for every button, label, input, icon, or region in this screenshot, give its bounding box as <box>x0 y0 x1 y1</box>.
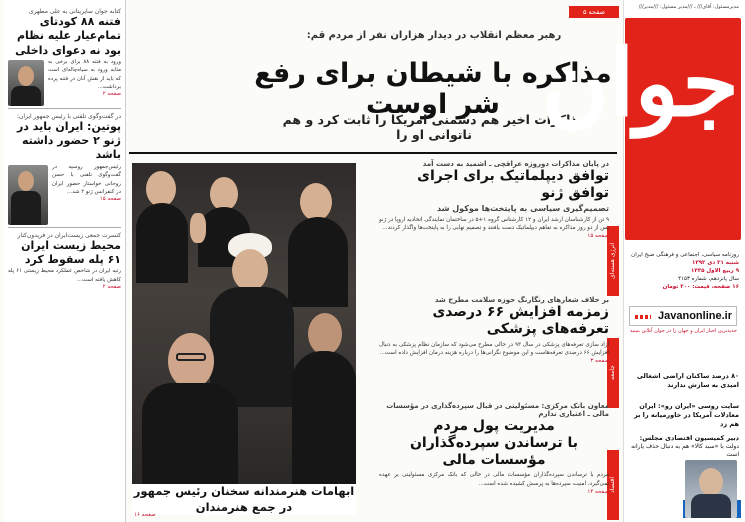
left-story-1-page-ref[interactable]: صفحه ۲ <box>102 91 121 98</box>
left-story-2-portrait <box>8 165 48 225</box>
article-3-page-ref[interactable]: صفحه ۱۴ <box>587 488 609 495</box>
article-2-body: آزاد سازی تعرفه‌های پزشکی در سال ۹۳ در حالی مطرح می‌شود که سازمان نظام پزشکی به دنبال افزایش ۶۶ درصدی تعرفه‌هاست و این موضوع نگرانی‌ها را درباره هزینه درمان افزایش داده است... <box>379 341 610 357</box>
article-1 <box>379 160 609 239</box>
article-2-section-tag: جامعه <box>607 338 619 408</box>
left-story-2-page-ref[interactable]: صفحه ۱۵ <box>99 196 121 203</box>
left-story-2-headline[interactable]: پوتین: ایران باید در ژنو ۲ حضور داشته باشد <box>16 119 121 162</box>
headline-divider <box>129 152 617 154</box>
website-tagline: جدیدترین اخبار ایران و جهان را در جوان آنلاین ببینید <box>629 328 737 334</box>
left-story-1-headline[interactable]: فتنه ۸۸ کودتای تمام‌عیار علیه نظام بود نه دعوای داخلی <box>15 15 121 57</box>
page-tag-badge[interactable]: صفحه ۵ <box>569 6 619 18</box>
left-story-3-page-ref[interactable]: صفحه ۲ <box>102 284 121 291</box>
article-2 <box>379 296 609 364</box>
main-subhead: مذاکرات اخیر هم دشمنی امریکا را ثابت کرد و هم ناتوانی او را <box>282 112 586 142</box>
side-news-title: دبیر کمیسیون اقتصادی مجلس: <box>639 434 739 442</box>
masthead-topline: مدیرمسئول: آقای/// ـ ///مدیر مسئول: ///مدیر/// <box>638 4 739 10</box>
side-news-item[interactable] <box>627 372 739 390</box>
main-headline[interactable]: مذاکره با شیطان برای رفع شر اوست <box>254 58 612 120</box>
issue-info-line: ۹ ربیع الاول ۱۴۳۵ <box>691 267 739 274</box>
article-3-body: مردم با ترساندن سپرده‌گذاران مؤسسات مالی در حالی که بانک مرکزی مسئولیتی بر عهده نمی‌گیرد، امنیت سپرده‌ها به پرسش کشیده شده است... <box>379 472 609 488</box>
website-banner[interactable] <box>629 306 737 326</box>
side-news-title: ۸۰ درصد ساکنان اراضی اشغالی امیدی به سازش ندارند <box>636 372 739 390</box>
side-news-title: سایت روسی «ایران رو»: ایران معادلات آمریکا در خاورمیانه را بر هم زد <box>633 402 739 429</box>
left-story-3-headline[interactable]: محیط زیست ایران ۶۱ پله سقوط کرد <box>21 238 121 267</box>
photo-caption[interactable]: ابهامات هنرمندانه سخنان رئیس جمهور در جمع هنرمندان <box>133 484 355 514</box>
photo-page-ref[interactable]: صفحه ۱۶ <box>134 512 156 518</box>
left-story-2-body: رئیس‌جمهور روسیه در گفت‌وگوی تلفنی با حسن روحانی خواستار حضور ایران در کنفرانس ژنو ۲ شد... <box>52 163 121 195</box>
left-story-3-kicker: کنسرت جمعی زیست‌ایران در فریدون‌کنار <box>17 231 121 239</box>
main-photo <box>132 163 356 485</box>
left-story-1-kicker: کتابه جوان ساپریتانی به علی مطهری <box>29 8 121 15</box>
issue-info-line: روزنامه سیاسی، اجتماعی و فرهنگی صبح ایران <box>631 252 739 258</box>
side-news-item[interactable] <box>627 402 739 429</box>
article-3-section-tag: اقتصاد <box>607 450 619 520</box>
left-story-3-body: رتبه ایران در شاخص عملکرد محیط زیستی ۶۱ پله کاهش یافته است... <box>8 268 121 283</box>
article-2-page-ref[interactable]: صفحه ۳ <box>590 357 609 364</box>
article-1-headline[interactable]: توافق دیپلماتیک برای اجرای توافق ژنو <box>417 168 609 201</box>
article-1-page-ref[interactable]: صفحه ۱۵ <box>587 232 609 239</box>
issue-info-line: ۱۶ صفحه، قیمت: ۲۰۰ تومان <box>662 283 739 290</box>
divider <box>8 227 121 228</box>
left-story-2-kicker: در گفت‌وگوی تلفنی با رئیس جمهور ایران: <box>16 112 121 120</box>
issue-info <box>629 252 739 292</box>
article-1-kicker: در پایان مذاکرات دوروزه عراقچی ـ اشمید به دست آمد <box>422 160 609 168</box>
article-2-headline[interactable]: زمزمه افزایش ۶۶ درصدی تعرفه‌های پزشکی <box>432 304 609 337</box>
dots-icon <box>635 315 651 319</box>
left-story-1-portrait <box>8 60 44 106</box>
side-news-item[interactable] <box>627 434 739 460</box>
issue-info-line: سال پانزدهم، شماره ۴۱۵۳ <box>678 275 739 282</box>
divider <box>8 108 121 109</box>
article-1-sub: تصمیم‌گیری سیاسی به پایتخت‌ها موکول شد <box>436 203 609 213</box>
issue-info-line: شنبه ۲۱ دی ۱۳۹۲ <box>691 259 739 266</box>
article-2-kicker: بر خلاف شعارهای رنگارنگ حوزه سلامت مطرح شد <box>434 296 609 304</box>
left-column <box>4 0 126 522</box>
article-1-body: ۹ تن از کارشناسان ارشد ایران و ۱۲ کارشناس گروه ۱+۵ در ساختمان نمایندگی اتحادیه اروپا در ژنو پس از دو روز مذاکره به تفاهم دیپلماتیک دست یافتند و تصمیم نهایی را به پایتخت‌ها واگذار کردند... <box>379 216 609 232</box>
portrait-photo <box>685 460 737 518</box>
side-news-body: دولت با «سبد کالا» هم به دنبال حذف یارانه است <box>631 443 739 459</box>
article-1-section-tag: انرژی هسته‌ای <box>607 226 619 296</box>
article-3 <box>379 402 609 495</box>
article-3-headline[interactable]: مدیریت پول مردم با ترساندن سپرده‌گذاران مؤسسات مالی <box>409 418 579 468</box>
left-story-1-body: ورود به فتنه ۸۸ برای برخی به مثابه ورود به سیاه‌چاله‌ای است که باید از نقش آنان در فتنه پرده برداشت... <box>48 58 121 91</box>
main-kicker: رهبر معظم انقلاب در دیدار هزاران نفر از مردم قم: <box>306 30 562 41</box>
article-3-kicker: معاون بانک مرکزی: مسئولیتی در قبال سپرده‌گذاری در مؤسسات مالی ـ اعتباری ندارم <box>386 402 609 418</box>
logo-text: جوان <box>541 29 739 137</box>
website-url[interactable]: Javanonline.ir <box>658 310 732 322</box>
